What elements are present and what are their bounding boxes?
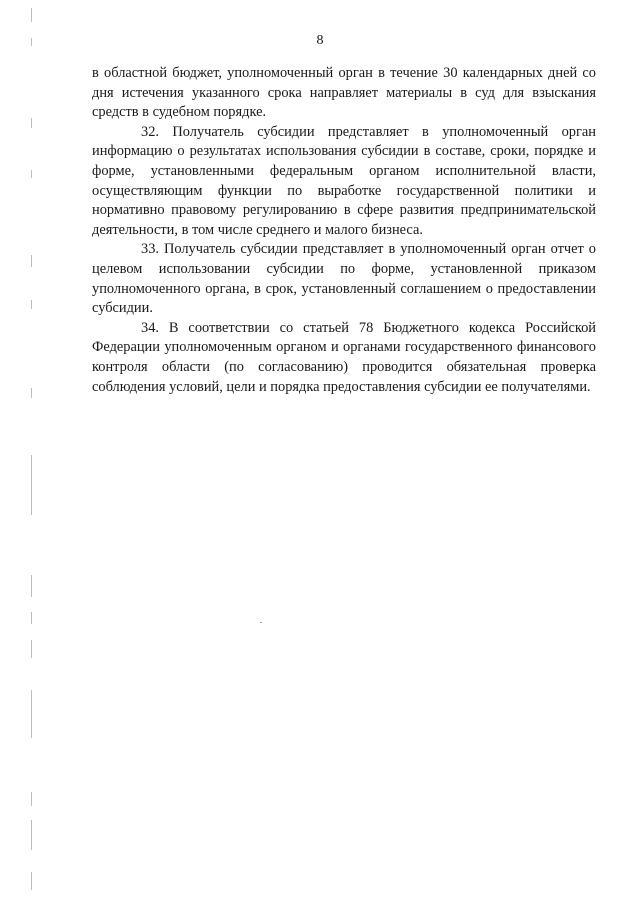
paragraph-32: 32. Получатель субсидии представляет в уполномоченный орган информацию о результатах использования субсидии в составе, сроки, порядке и форме, установленными федеральным органом исполнительной власти, осуществляющим функции по выработке государственной политики и нормативно правовому регулированию в сфере развития предпринимательской деятельности, в том числе среднего и малого бизнеса. — [92, 123, 596, 238]
paragraph-continuation: в областной бюджет, уполномоченный орган в течение 30 календарных дней со дня истечения указанного срока направляет материалы в суд для взыскания средств в судебном порядке. — [92, 65, 596, 121]
scan-speck — [260, 622, 262, 623]
paragraph-34: 34. В соответствии со статьей 78 Бюджетного кодекса Российской Федерации уполномоченным органом и органами государственного финансового контроля области (по согласованию) проводится обязательная проверка соблюдения условий, цели и порядка предоставления субсидии ее получателями. — [92, 319, 596, 395]
document-body — [92, 64, 596, 397]
scan-margin-marks — [30, 0, 34, 905]
paragraph-33: 33. Получатель субсидии представляет в уполномоченный орган отчет о целевом использовании субсидии по форме, установленной приказом уполномоченного органа, в срок, установленный соглашением о предоставлении субсидии. — [92, 241, 596, 317]
page-number: 8 — [316, 33, 324, 48]
